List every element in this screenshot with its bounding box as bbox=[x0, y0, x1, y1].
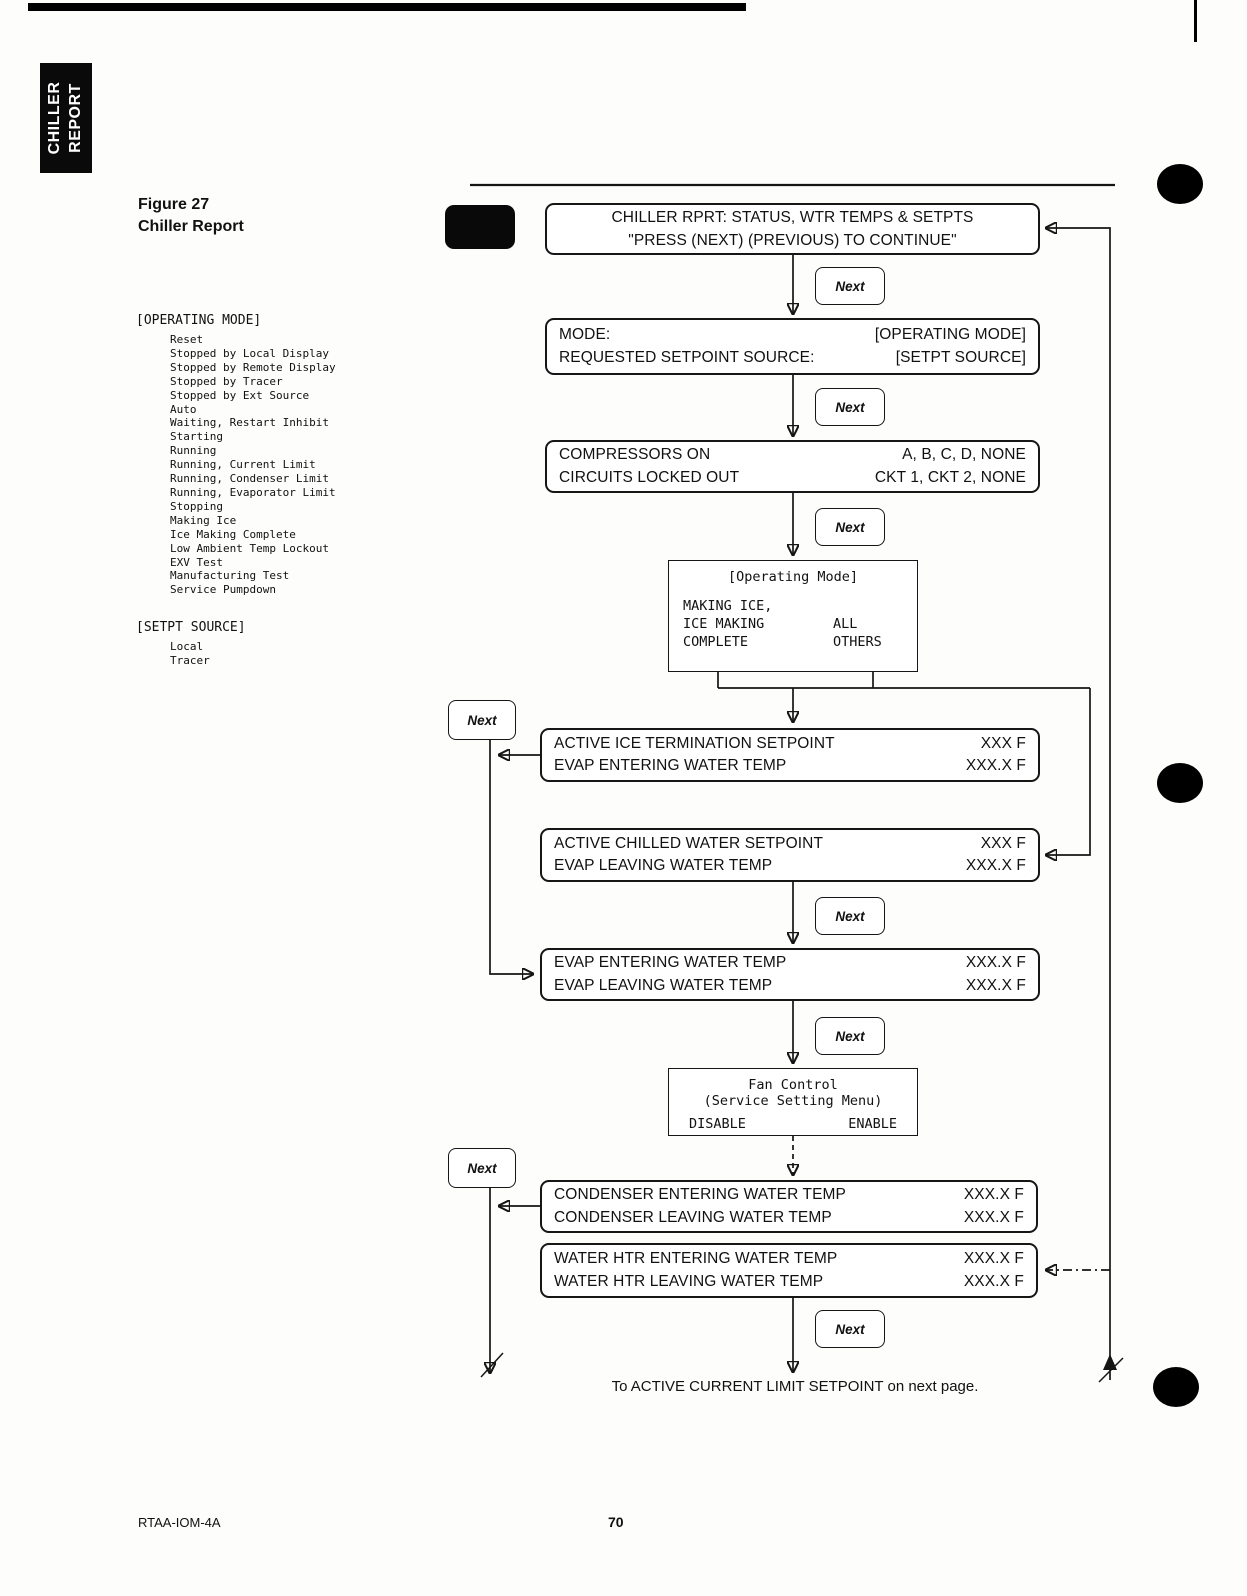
branch-option-right: ENABLE bbox=[848, 1116, 897, 1132]
screen-row-value: XXX.X F bbox=[965, 757, 1026, 774]
list-item: Stopping bbox=[170, 499, 223, 513]
next-key: Next bbox=[815, 508, 885, 546]
list-item: EXV Test bbox=[170, 555, 223, 569]
list-item: Stopped by Tracer bbox=[170, 374, 283, 388]
screen-line: "PRESS (NEXT) (PREVIOUS) TO CONTINUE" bbox=[628, 232, 957, 249]
screen-row bbox=[554, 1271, 1024, 1293]
setpt-source-legend-list bbox=[170, 640, 210, 668]
screen-compressors bbox=[545, 440, 1040, 493]
connector-left-bypass-to-evap bbox=[490, 740, 533, 974]
screen-row-label: WATER HTR ENTERING WATER TEMP bbox=[554, 1250, 838, 1268]
screen-row bbox=[554, 975, 1026, 997]
screen-row-label: EVAP ENTERING WATER TEMP bbox=[554, 954, 787, 972]
screen-row-value: XXX.X F bbox=[963, 1208, 1024, 1226]
screen-row-value: XXX.X F bbox=[963, 1250, 1024, 1268]
continue-note: To ACTIVE CURRENT LIMIT SETPOINT on next page. bbox=[611, 1378, 979, 1395]
screen-row-value: XXX.X F bbox=[963, 1272, 1024, 1290]
page-break-slash-left bbox=[481, 1353, 503, 1377]
connector-return-right-to-title bbox=[1046, 228, 1110, 1380]
screen-row-value: XXX.X F bbox=[965, 976, 1026, 994]
screen-row-label: REQUESTED SETPOINT SOURCE: bbox=[559, 348, 815, 366]
list-item: Starting bbox=[170, 430, 223, 444]
screen-row-value: CKT 1, CKT 2, NONE bbox=[874, 468, 1026, 486]
list-item: Tracer bbox=[170, 653, 210, 667]
list-item: Stopped by Remote Display bbox=[170, 360, 336, 374]
branch-option-right: ALL bbox=[833, 616, 858, 632]
screen-row bbox=[559, 347, 1026, 369]
screen-row bbox=[554, 855, 1026, 877]
list-item: Running bbox=[170, 444, 217, 458]
screen-ice-termination bbox=[540, 728, 1040, 782]
side-tab-line2: REPORT bbox=[67, 83, 84, 153]
screen-row-label: ACTIVE ICE TERMINATION SETPOINT bbox=[554, 734, 835, 752]
screen-row-label: ACTIVE CHILLED WATER SETPOINT bbox=[554, 834, 824, 852]
blacked-out-key bbox=[445, 205, 515, 249]
screen-row-value: [OPERATING MODE] bbox=[874, 326, 1026, 344]
screen-row-label: WATER HTR LEAVING WATER TEMP bbox=[554, 1272, 824, 1290]
footer-document-number: RTAA-IOM-4A bbox=[138, 1515, 221, 1530]
branch-option-left: DISABLE bbox=[689, 1116, 746, 1132]
screen-condenser bbox=[540, 1180, 1038, 1233]
screen-row-value: XXX F bbox=[980, 834, 1026, 852]
screen-evap-temps bbox=[540, 948, 1040, 1001]
list-item: Manufacturing Test bbox=[170, 569, 290, 583]
list-item: Running, Current Limit bbox=[170, 458, 316, 472]
branch-options bbox=[683, 598, 903, 650]
list-item: Low Ambient Temp Lockout bbox=[170, 541, 329, 555]
next-key: Next bbox=[448, 1148, 516, 1188]
branch-title: [Operating Mode] bbox=[727, 569, 859, 585]
branch-subtitle: (Service Setting Menu) bbox=[703, 1093, 883, 1109]
branch-option-left: ICE MAKING bbox=[683, 616, 765, 632]
list-item: Running, Condenser Limit bbox=[170, 472, 329, 486]
fan-control-branch-box bbox=[668, 1068, 918, 1136]
screen-row bbox=[554, 733, 1026, 755]
screen-chilled-water bbox=[540, 828, 1040, 882]
figure-label: Figure 27 bbox=[138, 196, 210, 213]
screen-row bbox=[554, 1184, 1024, 1206]
operating-mode-legend-list bbox=[170, 333, 336, 597]
screen-row bbox=[554, 755, 1026, 777]
branch-option-left: COMPLETE bbox=[683, 634, 749, 650]
branch-title: Fan Control bbox=[748, 1077, 838, 1093]
return-up-arrowhead bbox=[1103, 1354, 1117, 1370]
setpt-source-legend-header: [SETPT SOURCE] bbox=[136, 620, 246, 635]
next-key: Next bbox=[815, 267, 885, 305]
screen-water-heater bbox=[540, 1243, 1038, 1298]
branch-option-right: OTHERS bbox=[833, 634, 882, 650]
screen-row bbox=[559, 324, 1026, 346]
branch-option-left: MAKING ICE, bbox=[683, 598, 773, 614]
screen-mode bbox=[545, 318, 1040, 375]
screen-row-label: EVAP LEAVING WATER TEMP bbox=[554, 857, 773, 874]
chiller-report-side-tab bbox=[40, 63, 92, 173]
screen-row-value: XXX.X F bbox=[963, 1186, 1024, 1204]
screen-row-label: CIRCUITS LOCKED OUT bbox=[559, 468, 740, 486]
list-item: Stopped by Ext Source bbox=[170, 388, 310, 402]
screen-row bbox=[559, 444, 1026, 466]
screen-row-label: MODE: bbox=[559, 326, 611, 344]
screen-row bbox=[559, 467, 1026, 489]
screen-row-label: EVAP ENTERING WATER TEMP bbox=[554, 757, 787, 774]
branch-options bbox=[683, 1116, 903, 1132]
next-key: Next bbox=[815, 897, 885, 935]
list-item: Reset bbox=[170, 333, 204, 346]
list-item: Stopped by Local Display bbox=[170, 346, 329, 360]
list-item: Making Ice bbox=[170, 513, 237, 527]
list-item: Local bbox=[170, 640, 204, 653]
figure-title: Chiller Report bbox=[138, 218, 244, 235]
operating-mode-branch-box bbox=[668, 560, 918, 672]
next-key: Next bbox=[448, 700, 516, 740]
screen-row-label: CONDENSER ENTERING WATER TEMP bbox=[554, 1186, 846, 1204]
screen-row-label: EVAP LEAVING WATER TEMP bbox=[554, 976, 773, 994]
screen-line: CHILLER RPRT: STATUS, WTR TEMPS & SETPTS bbox=[611, 208, 974, 226]
footer-page-number: 70 bbox=[608, 1514, 624, 1530]
side-tab-line1: CHILLER bbox=[46, 81, 64, 155]
list-item: Auto bbox=[170, 402, 197, 416]
screen-chiller-report-title bbox=[545, 203, 1040, 255]
side-tab-text bbox=[40, 63, 92, 173]
next-key: Next bbox=[815, 388, 885, 426]
list-item: Waiting, Restart Inhibit bbox=[170, 416, 329, 430]
screen-row-value: XXX.X F bbox=[965, 857, 1026, 874]
list-item: Service Pumpdown bbox=[170, 583, 276, 597]
screen-row-value: [SETPT SOURCE] bbox=[895, 348, 1026, 366]
screen-row bbox=[554, 1207, 1024, 1229]
screen-row-value: XXX F bbox=[980, 734, 1026, 752]
screen-row-value: A, B, C, D, NONE bbox=[902, 446, 1026, 464]
screen-row bbox=[554, 952, 1026, 974]
list-item: Running, Evaporator Limit bbox=[170, 485, 336, 499]
list-item: Ice Making Complete bbox=[170, 527, 296, 541]
next-key: Next bbox=[815, 1017, 885, 1055]
screen-row bbox=[554, 833, 1026, 855]
screen-row-label: COMPRESSORS ON bbox=[559, 446, 711, 464]
connector-branch-to-chilled-water bbox=[1046, 688, 1090, 855]
screen-row-value: XXX.X F bbox=[965, 954, 1026, 972]
operating-mode-legend-header: [OPERATING MODE] bbox=[136, 313, 262, 328]
screen-row bbox=[554, 1248, 1024, 1270]
next-key: Next bbox=[815, 1310, 885, 1348]
screen-row-label: CONDENSER LEAVING WATER TEMP bbox=[554, 1208, 832, 1226]
